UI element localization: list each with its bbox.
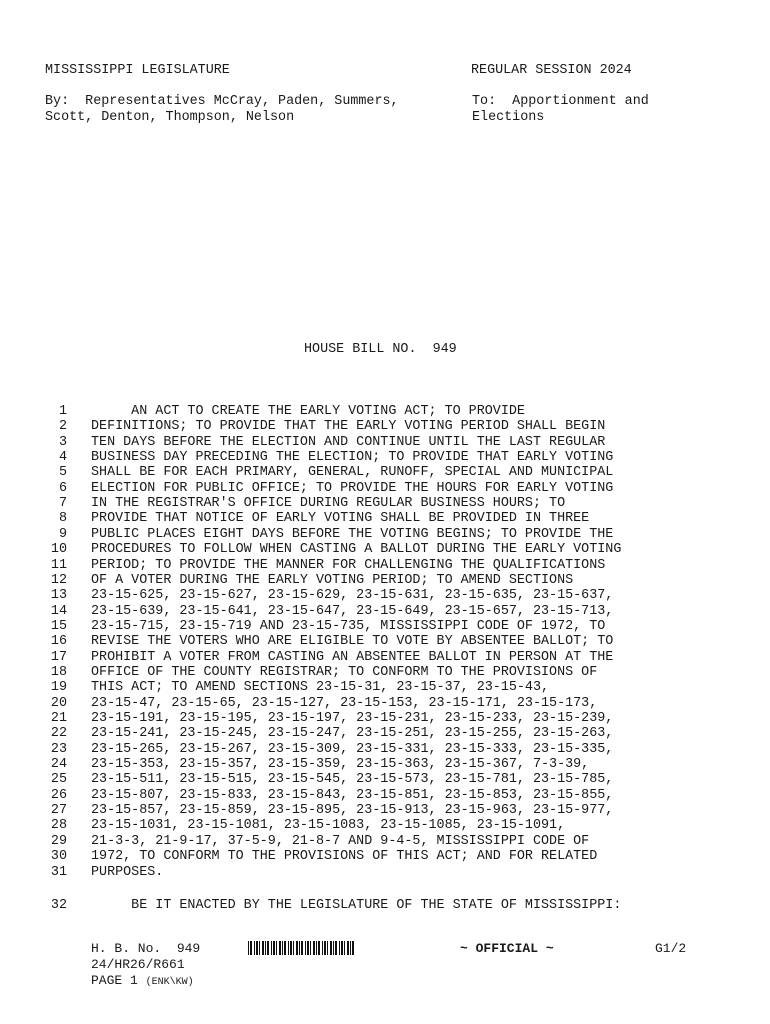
line-number: 18 (50, 664, 67, 680)
bill-text-line: 23-15-1031, 23-15-1081, 23-15-1083, 23-15-1085, 23-15-1091, (91, 818, 566, 834)
line-number: 31 (50, 864, 67, 880)
line-number: 17 (50, 649, 67, 665)
committee-line-1: To: Apportionment and (472, 94, 649, 109)
sponsors-line-1: By: Representatives McCray, Paden, Summers, (45, 94, 399, 109)
page-number (91, 973, 194, 991)
line-number: 13 (50, 588, 67, 604)
legislature-name: MISSISSIPPI LEGISLATURE (45, 63, 230, 78)
line-number: 5 (58, 465, 67, 481)
line-number: 20 (50, 695, 67, 711)
line-number: 4 (58, 450, 67, 466)
bill-text-line: PERIOD; TO PROVIDE THE MANNER FOR CHALLENGING THE QUALIFICATIONS (91, 557, 606, 573)
bill-text-line: BUSINESS DAY PRECEDING THE ELECTION; TO PROVIDE THAT EARLY VOTING (91, 450, 614, 466)
bill-text-line: SHALL BE FOR EACH PRIMARY, GENERAL, RUNOFF, SPECIAL AND MUNICIPAL (91, 465, 614, 481)
line-number: 10 (50, 542, 67, 558)
bill-text-line: 23-15-857, 23-15-859, 23-15-895, 23-15-913, 23-15-963, 23-15-977, (91, 803, 614, 819)
bill-text-line: 23-15-191, 23-15-195, 23-15-197, 23-15-231, 23-15-233, 23-15-239, (91, 711, 614, 726)
line-number: 7 (58, 496, 67, 512)
line-number: 28 (50, 818, 67, 834)
bill-text-line: 23-15-807, 23-15-833, 23-15-843, 23-15-851, 23-15-853, 23-15-855, (91, 787, 614, 803)
bill-text-line: ELECTION FOR PUBLIC OFFICE; TO PROVIDE THE HOURS FOR EARLY VOTING (91, 480, 614, 496)
line-number: 22 (50, 726, 67, 742)
bill-text-line: 21-3-3, 21-9-17, 37-5-9, 21-8-7 AND 9-4-5, MISSISSIPPI CODE OF (91, 833, 590, 849)
bill-text-line: 23-15-625, 23-15-627, 23-15-629, 23-15-631, 23-15-635, 23-15-637, (91, 588, 614, 604)
bill-text-line: THIS ACT; TO AMEND SECTIONS 23-15-31, 23-15-37, 23-15-43, (91, 680, 550, 696)
session-label: REGULAR SESSION 2024 (471, 63, 632, 78)
bill-text-line: 23-15-265, 23-15-267, 23-15-309, 23-15-331, 23-15-333, 23-15-335, (91, 741, 614, 757)
bill-text-line: 23-15-241, 23-15-245, 23-15-247, 23-15-251, 23-15-255, 23-15-263, (91, 726, 614, 742)
line-number: 2 (58, 419, 67, 435)
page-label: PAGE 1 (91, 973, 138, 988)
initials: (ENK\KW) (145, 977, 194, 988)
bill-text-line: PURPOSES. (91, 864, 164, 880)
bill-text-line: 23-15-47, 23-15-65, 23-15-127, 23-15-153, 23-15-171, 23-15-173, (91, 695, 598, 711)
bill-text-line: PROCEDURES TO FOLLOW WHEN CASTING A BALLOT DURING THE EARLY VOTING (91, 542, 622, 558)
bill-text-line: OF A VOTER DURING THE EARLY VOTING PERIOD; TO AMEND SECTIONS (91, 572, 574, 588)
line-number: 24 (50, 757, 67, 773)
committee-line-2: Elections (472, 110, 545, 125)
bill-text-line: PROHIBIT A VOTER FROM CASTING AN ABSENTEE BALLOT IN PERSON AT THE (91, 649, 614, 665)
bill-text-line: AN ACT TO CREATE THE EARLY VOTING ACT; TO PROVIDE (91, 404, 525, 419)
line-number: 32 (50, 898, 67, 913)
bill-text-line: IN THE REGISTRAR'S OFFICE DURING REGULAR BUSINESS HOURS; TO (91, 496, 566, 512)
line-number: 12 (50, 572, 67, 588)
footer-bill-ref: H. B. No. 949 (91, 941, 201, 956)
bill-text-line: DEFINITIONS; TO PROVIDE THAT THE EARLY VOTING PERIOD SHALL BEGIN (91, 419, 606, 435)
line-number: 1 (58, 404, 67, 419)
line-number: 30 (50, 849, 67, 865)
line-number: 25 (50, 772, 67, 788)
line-number: 11 (50, 557, 67, 573)
barcode-icon (248, 941, 356, 955)
line-number: 6 (58, 480, 67, 496)
bill-text-line: REVISE THE VOTERS WHO ARE ELIGIBLE TO VOTE BY ABSENTEE BALLOT; TO (91, 634, 614, 650)
version-label: G1/2 (655, 941, 687, 956)
official-mark: ~ OFFICIAL ~ (460, 941, 554, 956)
bill-text-line: PROVIDE THAT NOTICE OF EARLY VOTING SHALL BE PROVIDED IN THREE (91, 511, 590, 527)
line-number: 16 (50, 634, 67, 650)
bill-title: HOUSE BILL NO. 949 (304, 342, 457, 357)
bill-text-line: PUBLIC PLACES EIGHT DAYS BEFORE THE VOTING BEGINS; TO PROVIDE THE (91, 526, 614, 542)
bill-text-line: 1972, TO CONFORM TO THE PROVISIONS OF THIS ACT; AND FOR RELATED (91, 849, 598, 865)
line-number: 14 (50, 603, 67, 619)
bill-text-line: 23-15-715, 23-15-719 AND 23-15-735, MISSISSIPPI CODE OF 1972, TO (91, 618, 606, 634)
line-number: 21 (50, 711, 67, 726)
line-number: 29 (50, 833, 67, 849)
line-number: 9 (58, 526, 67, 542)
enacting-clause: BE IT ENACTED BY THE LEGISLATURE OF THE STATE OF MISSISSIPPI: (91, 898, 622, 913)
line-number: 8 (58, 511, 67, 527)
line-number: 3 (58, 434, 67, 450)
bill-text-line: OFFICE OF THE COUNTY REGISTRAR; TO CONFORM TO THE PROVISIONS OF (91, 664, 598, 680)
bill-text-line: 23-15-511, 23-15-515, 23-15-545, 23-15-573, 23-15-781, 23-15-785, (91, 772, 614, 788)
line-number: 15 (50, 618, 67, 634)
line-number: 19 (50, 680, 67, 696)
footer-code: 24/HR26/R661 (91, 957, 185, 972)
line-number: 26 (50, 787, 67, 803)
line-number: 23 (50, 741, 67, 757)
line-number: 27 (50, 803, 67, 819)
bill-text-line: 23-15-353, 23-15-357, 23-15-359, 23-15-363, 23-15-367, 7-3-39, (91, 757, 590, 773)
bill-text-line: TEN DAYS BEFORE THE ELECTION AND CONTINUE UNTIL THE LAST REGULAR (91, 434, 606, 450)
sponsors-line-2: Scott, Denton, Thompson, Nelson (45, 110, 295, 125)
bill-text-line: 23-15-639, 23-15-641, 23-15-647, 23-15-649, 23-15-657, 23-15-713, (91, 603, 614, 619)
